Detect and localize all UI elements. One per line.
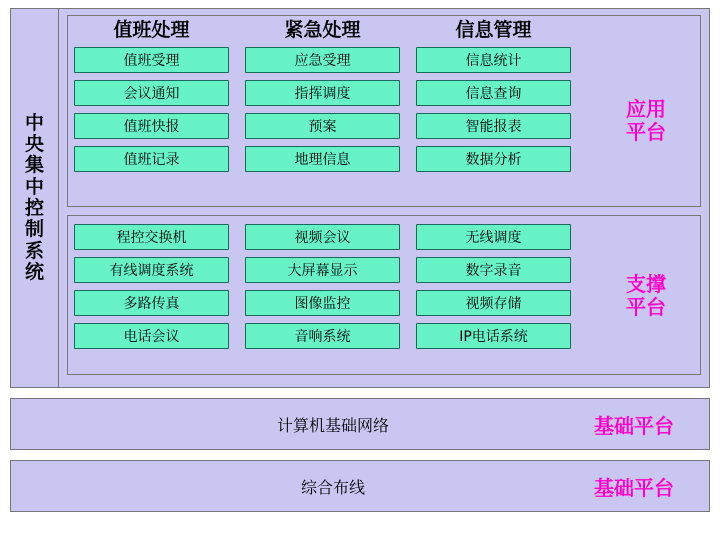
column-emergency-processing (245, 20, 400, 200)
cell-command-dispatch[interactable]: 指挥调度 (245, 80, 400, 106)
spine-central-control-system (11, 9, 59, 387)
application-platform-label-line2: 平台 (626, 120, 666, 144)
cell-image-monitoring[interactable]: 图像监控 (245, 290, 400, 316)
platforms-area (59, 9, 709, 387)
cell-audio-system[interactable]: 音响系统 (245, 323, 400, 349)
cell-multichannel-fax[interactable]: 多路传真 (74, 290, 229, 316)
structured-cabling-text: 综合布线 (300, 477, 365, 497)
cell-geographic-information[interactable]: 地理信息 (245, 146, 400, 172)
structured-cabling-bar (10, 460, 710, 512)
column-switching-systems (74, 224, 229, 368)
cell-duty-bulletin[interactable]: 值班快报 (74, 113, 229, 139)
support-platform-columns (74, 224, 598, 368)
spine-label: 中央集中控制系统 (24, 111, 44, 283)
support-platform-label-line1: 支撑 (626, 272, 666, 296)
application-platform-label-line1: 应用 (626, 97, 666, 121)
cell-program-controlled-switch[interactable]: 程控交换机 (74, 224, 229, 250)
application-platform-panel (67, 15, 701, 207)
computer-network-text: 计算机基础网络 (276, 415, 389, 435)
cell-information-query[interactable]: 信息查询 (416, 80, 571, 106)
support-platform-label-line2: 平台 (626, 295, 666, 319)
cell-meeting-notice[interactable]: 会议通知 (74, 80, 229, 106)
cell-duty-record[interactable]: 值班记录 (74, 146, 229, 172)
column-duty-processing (74, 20, 229, 200)
cell-information-statistics[interactable]: 信息统计 (416, 47, 571, 73)
support-platform-panel (67, 215, 701, 375)
central-control-system-block (10, 8, 710, 388)
cell-intelligent-report[interactable]: 智能报表 (416, 113, 571, 139)
support-platform-label (598, 224, 694, 368)
cell-duty-acceptance[interactable]: 值班受理 (74, 47, 229, 73)
cell-wireless-dispatch[interactable]: 无线调度 (416, 224, 571, 250)
column-wireless-systems (416, 224, 571, 368)
column-information-management (416, 20, 571, 200)
column-title-emergency-processing: 紧急处理 (284, 19, 361, 41)
cell-ip-telephone-system[interactable]: IP电话系统 (416, 323, 571, 349)
cell-video-conference[interactable]: 视频会议 (245, 224, 400, 250)
cell-large-screen-display[interactable]: 大屏幕显示 (245, 257, 400, 283)
cell-video-storage[interactable]: 视频存储 (416, 290, 571, 316)
cell-contingency-plan[interactable]: 预案 (245, 113, 400, 139)
cell-emergency-acceptance[interactable]: 应急受理 (245, 47, 400, 73)
application-platform-label (598, 20, 694, 200)
column-video-systems (245, 224, 400, 368)
structured-cabling-platform-label: 基础平台 (594, 475, 674, 500)
column-title-information-management: 信息管理 (455, 19, 532, 41)
cell-digital-recording[interactable]: 数字录音 (416, 257, 571, 283)
cell-telephone-conference[interactable]: 电话会议 (74, 323, 229, 349)
column-title-duty-processing: 值班处理 (113, 19, 190, 41)
cell-data-analysis[interactable]: 数据分析 (416, 146, 571, 172)
computer-network-bar (10, 398, 710, 450)
computer-network-platform-label: 基础平台 (594, 413, 674, 438)
application-platform-columns (74, 20, 598, 200)
cell-wired-dispatch-system[interactable]: 有线调度系统 (74, 257, 229, 283)
